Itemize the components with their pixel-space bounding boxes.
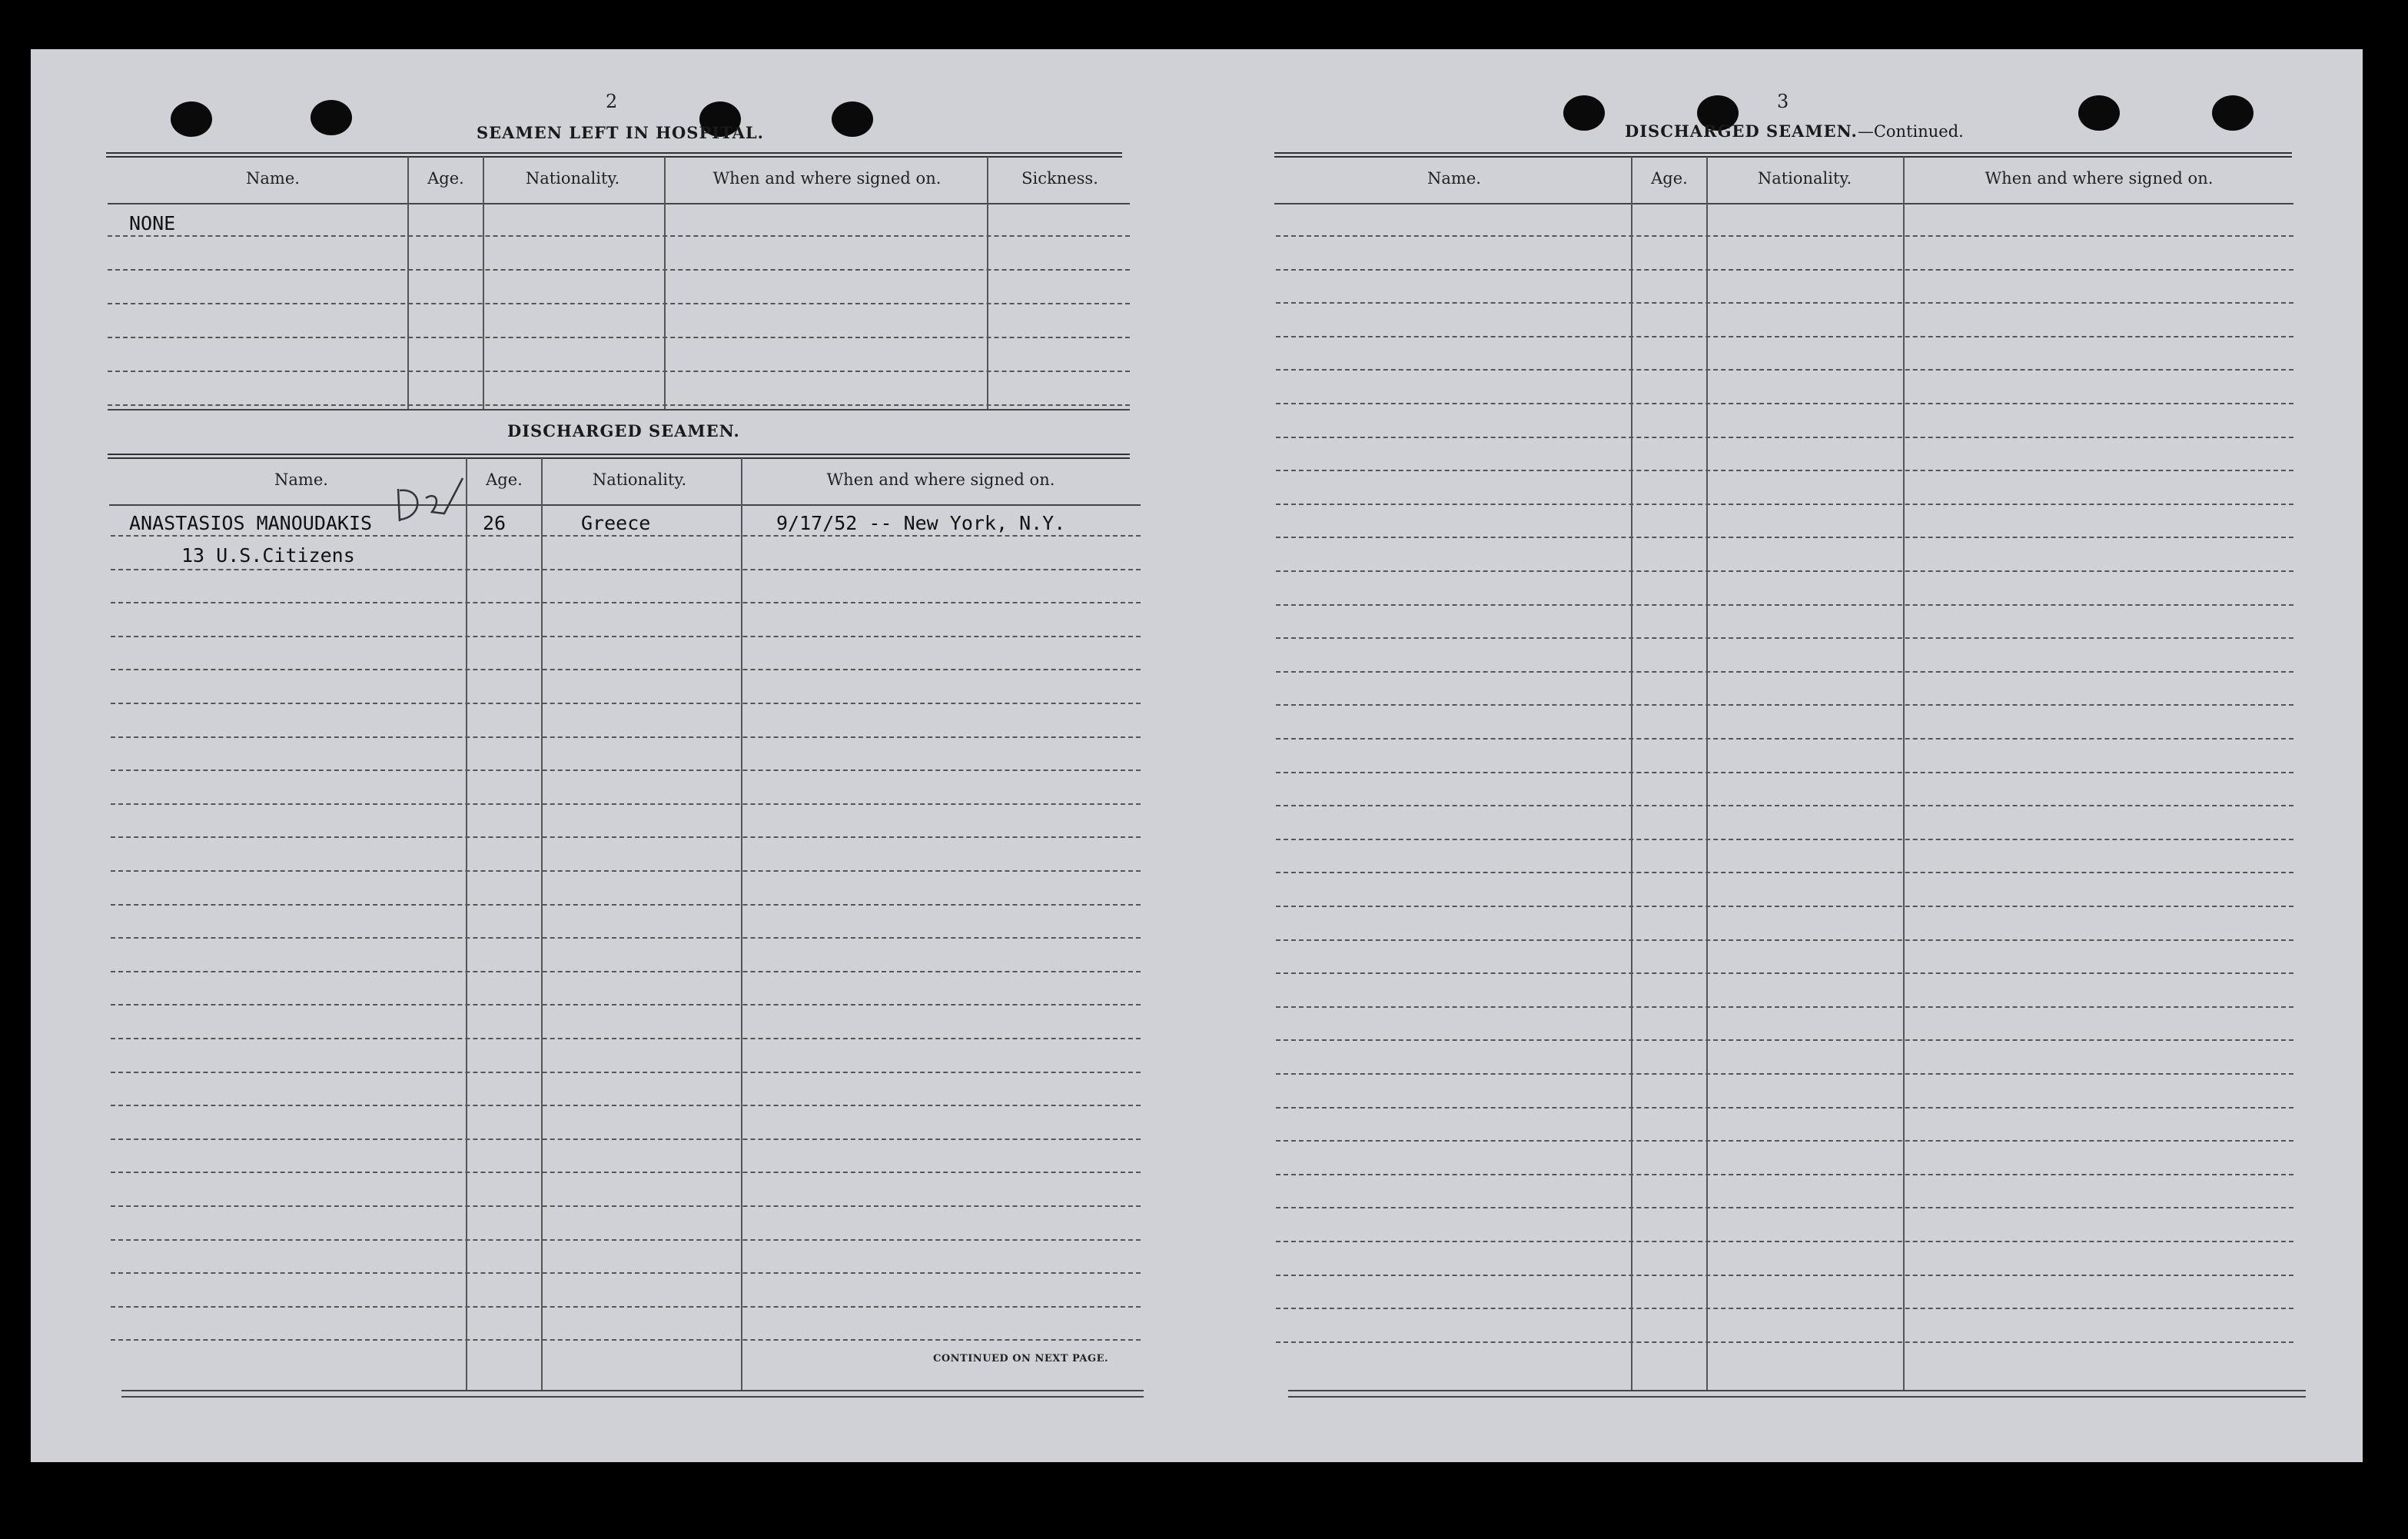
ruling-line (111, 569, 1141, 570)
ruling-line (111, 636, 1141, 637)
hospital-entry: NONE (129, 212, 176, 234)
ruling-line (111, 836, 1141, 838)
ruling-line (111, 1205, 1141, 1207)
punch-hole (171, 101, 212, 137)
section-rule (108, 409, 1130, 411)
ruling-line (1276, 872, 2293, 873)
ruling-line (111, 602, 1141, 603)
table-bottom-rule (1288, 1396, 2306, 1398)
ruling-line (108, 337, 1130, 338)
ruling-line (111, 803, 1141, 805)
header-rule (108, 203, 1130, 204)
ruling-line (1276, 235, 2293, 237)
ruling-line (111, 669, 1141, 670)
ruling-line (1276, 604, 2293, 606)
punch-hole (311, 100, 352, 135)
ruling-line (111, 703, 1141, 704)
continued-note: CONTINUED ON NEXT PAGE. (933, 1353, 1108, 1364)
ruling-line (1276, 403, 2293, 404)
page-number: 3 (1777, 91, 1789, 112)
seaman-signed-on: 9/17/52 -- New York, N.Y. (776, 512, 1066, 534)
header-rule (109, 504, 1141, 506)
col-signed-on-header: When and where signed on. (826, 470, 1055, 489)
punch-hole (832, 101, 873, 137)
ruling-line (111, 736, 1141, 738)
ruling-line (1276, 1241, 2293, 1242)
col-signed-on-header: When and where signed on. (1985, 169, 2214, 188)
ruling-line (1276, 1207, 2293, 1208)
page-number: 2 (606, 91, 618, 112)
ruling-line (1276, 369, 2293, 371)
column-divider (987, 157, 988, 411)
ruling-line (1276, 570, 2293, 572)
ruling-line (111, 1105, 1141, 1106)
title-rule (106, 152, 1122, 158)
ruling-line (111, 1138, 1141, 1140)
right-section-title-text: DISCHARGED SEAMEN. (1625, 121, 1858, 141)
ruling-line (1276, 671, 2293, 673)
ruling-line (1276, 302, 2293, 304)
ruling-line (111, 770, 1141, 771)
ruling-line (111, 904, 1141, 906)
ruling-line (111, 1072, 1141, 1073)
ruling-line (111, 1172, 1141, 1173)
table-bottom-rule (1288, 1390, 2306, 1391)
col-age-header: Age. (486, 470, 523, 489)
ruling-line (111, 971, 1141, 972)
ruling-line (1276, 470, 2293, 471)
seaman-name: ANASTASIOS MANOUDAKIS (129, 512, 373, 534)
ruling-line (1276, 637, 2293, 639)
ruling-line (1276, 1174, 2293, 1175)
col-name-header: Name. (274, 470, 328, 489)
col-nationality-header: Nationality. (592, 470, 687, 489)
ruling-line (1276, 1275, 2293, 1276)
col-name-header: Name. (1427, 169, 1481, 188)
ruling-line (111, 535, 1141, 537)
col-age-header: Age. (427, 169, 464, 188)
handwritten-check-mark (392, 474, 469, 527)
column-divider (1631, 157, 1632, 1391)
ruling-line (1276, 1006, 2293, 1008)
ruling-line (111, 1004, 1141, 1006)
seaman-nationality: Greece (581, 512, 651, 534)
title-rule (1274, 152, 2292, 158)
header-rule (1274, 203, 2293, 204)
right-section-title-suffix: —Continued. (1857, 122, 1964, 141)
ruling-line (111, 1038, 1141, 1039)
ruling-line (1276, 1308, 2293, 1309)
ruling-line (1276, 939, 2293, 941)
ledger-sheet (31, 49, 2363, 1462)
ruling-line (108, 404, 1130, 406)
column-divider (1706, 157, 1708, 1391)
title-rule (108, 454, 1130, 459)
ruling-line (1276, 972, 2293, 974)
ruling-line (1276, 336, 2293, 337)
ruling-line (111, 1306, 1141, 1308)
ruling-line (108, 371, 1130, 372)
punch-hole (2078, 95, 2120, 131)
column-divider (741, 458, 742, 1391)
table-bottom-rule (121, 1390, 1144, 1391)
col-signed-on-header: When and where signed on. (712, 169, 942, 188)
ruling-line (111, 1339, 1141, 1341)
ruling-line (1276, 1341, 2293, 1343)
ruling-line (108, 303, 1130, 304)
ruling-line (1276, 269, 2293, 271)
ruling-line (1276, 839, 2293, 840)
hospital-section-title: SEAMEN LEFT IN HOSPITAL. (477, 123, 764, 142)
ruling-line (1276, 1039, 2293, 1041)
col-name-header: Name. (246, 169, 300, 188)
column-divider (466, 458, 467, 1391)
col-nationality-header: Nationality. (1757, 169, 1852, 188)
table-bottom-rule (121, 1396, 1144, 1398)
ruling-line (1276, 504, 2293, 505)
ruling-line (111, 870, 1141, 872)
col-sickness-header: Sickness. (1021, 169, 1098, 188)
ruling-line (1276, 1107, 2293, 1109)
ruling-line (111, 937, 1141, 939)
ruling-line (1276, 437, 2293, 438)
ruling-line (1276, 906, 2293, 907)
ruling-line (111, 1272, 1141, 1274)
ruling-line (1276, 1140, 2293, 1142)
column-divider (1903, 157, 1905, 1391)
seaman-age: 26 (483, 512, 507, 534)
column-divider (483, 157, 484, 411)
ruling-line (108, 269, 1130, 271)
ruling-line (1276, 537, 2293, 538)
punch-hole (1563, 95, 1605, 131)
ruling-line (1276, 772, 2293, 773)
ruling-line (1276, 805, 2293, 806)
discharged-section-title: DISCHARGED SEAMEN. (507, 421, 740, 440)
column-divider (664, 157, 666, 411)
punch-hole (2212, 95, 2254, 131)
ruling-line (1276, 704, 2293, 706)
col-nationality-header: Nationality. (525, 169, 620, 188)
col-age-header: Age. (1651, 169, 1688, 188)
ruling-line (108, 235, 1130, 237)
column-divider (541, 458, 543, 1391)
ruling-line (111, 1239, 1141, 1241)
citizens-note: 13 U.S.Citizens (181, 544, 355, 567)
right-section-title (1625, 121, 1964, 141)
ruling-line (1276, 1073, 2293, 1075)
column-divider (407, 157, 409, 411)
ruling-line (1276, 738, 2293, 740)
